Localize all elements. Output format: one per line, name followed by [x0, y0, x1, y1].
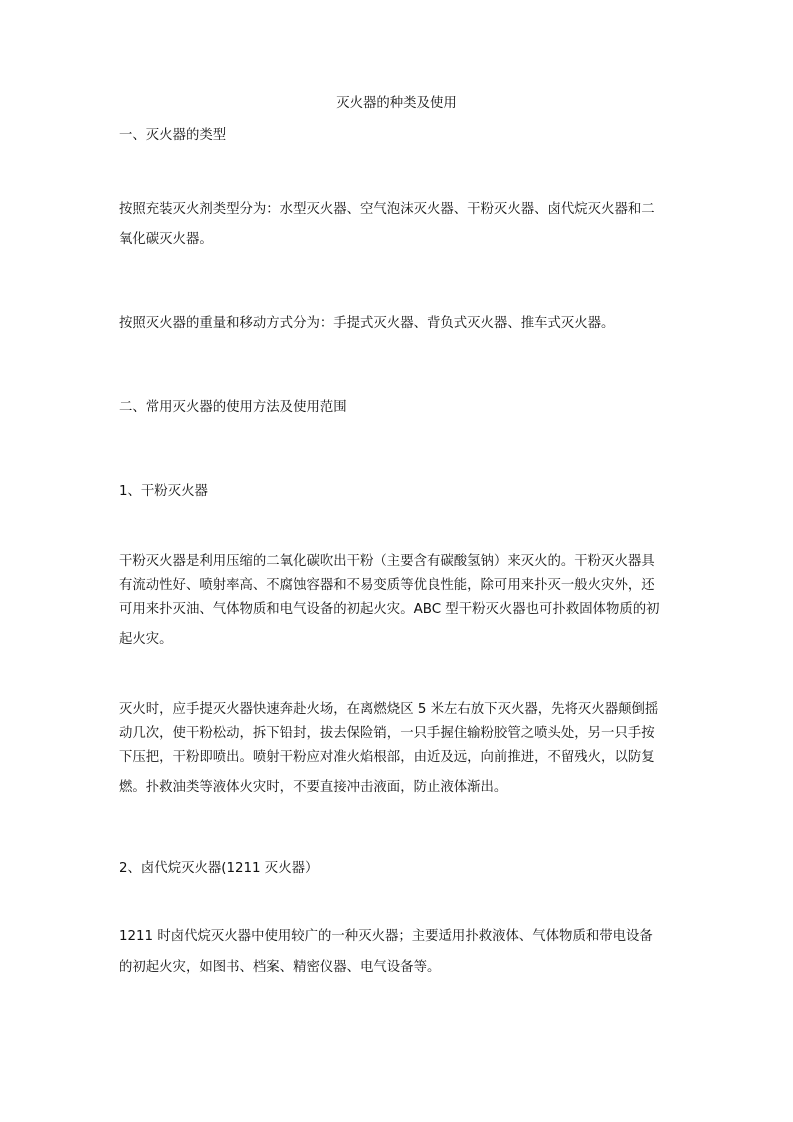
paragraph-line: 干粉灭火器是利用压缩的二氧化碳吹出干粉（主要含有碳酸氢钠）来灭火的。干粉灭火器具 — [119, 554, 655, 569]
paragraph-line: 的初起火灾，如图书、档案、精密仪器、电气设备等。 — [119, 960, 441, 975]
paragraph-line: 下压把，干粉即喷出。喷射干粉应对准火焰根部，由近及远，向前推进，不留残火，以防复 — [119, 750, 655, 765]
subsection-heading: 2、卤代烷灭火器(1211 灭火器） — [119, 861, 319, 876]
document-title: 灭火器的种类及使用 — [336, 96, 457, 111]
paragraph-line: 有流动性好、喷射率高、不腐蚀容器和不易变质等优良性能，除可用来扑灭一般火灾外，还 — [119, 578, 655, 593]
paragraph-line: 燃。扑救油类等液体火灾时，不要直接冲击液面，防止液体渐出。 — [119, 780, 508, 795]
paragraph-line: 1211 时卤代烷灭火器中使用较广的一种灭火器；主要适用扑救液体、气体物质和带电设备 — [119, 929, 653, 944]
paragraph-line: 起火灾。 — [119, 632, 173, 647]
paragraph-line: 动几次，使干粉松动，拆下铅封，拔去保险销，一只手握住输粉胶管之喷头处，另一只手按 — [119, 726, 655, 741]
section-heading: 二、常用灭火器的使用方法及使用范围 — [119, 400, 347, 415]
section-heading: 一、灭火器的类型 — [119, 128, 227, 143]
paragraph-line: 按照充装灭火剂类型分为：水型灭火器、空气泡沫灭火器、干粉灭火器、卤代烷灭火器和二 — [119, 202, 655, 217]
paragraph-line: 按照灭火器的重量和移动方式分为：手提式灭火器、背负式灭火器、推车式灭火器。 — [119, 316, 615, 331]
paragraph-line: 氧化碳灭火器。 — [119, 232, 213, 247]
paragraph-line: 可用来扑灭油、气体物质和电气设备的初起火灾。ABC 型干粉灭火器也可扑救固体物质的初 — [119, 602, 660, 617]
paragraph-line: 灭火时，应手提灭火器快速奔赴火场，在离燃烧区 5 米左右放下灭火器，先将灭火器颠倒摇 — [119, 702, 659, 717]
subsection-heading: 1、干粉灭火器 — [119, 484, 208, 499]
